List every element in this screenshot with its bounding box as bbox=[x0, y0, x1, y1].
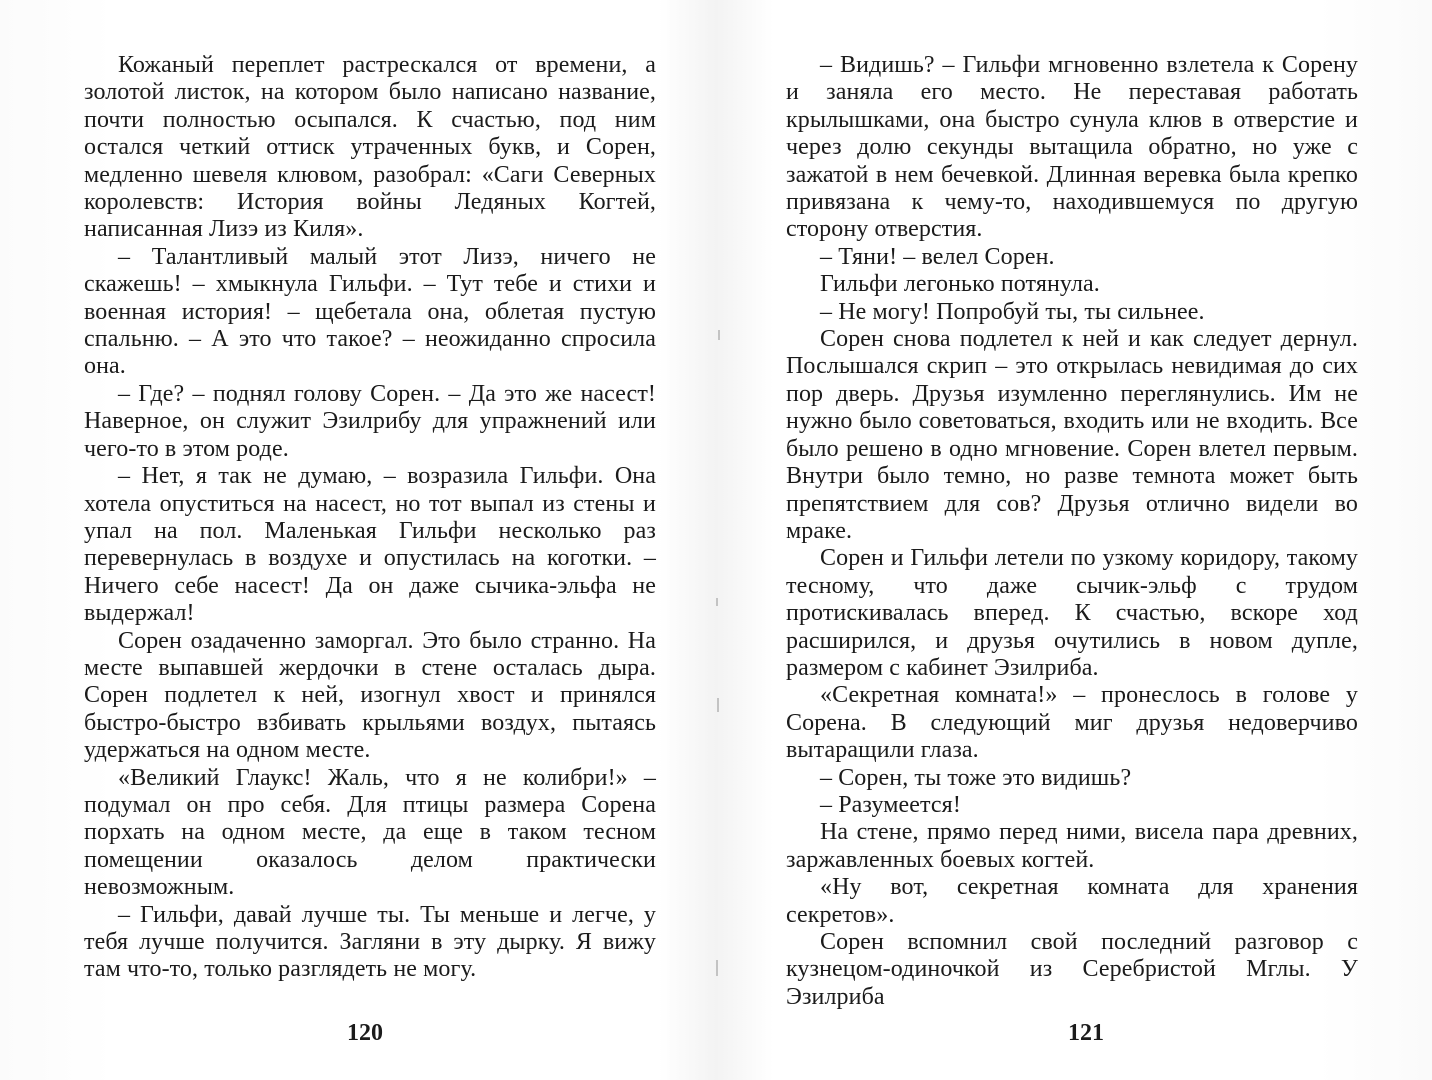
paragraph: – Тяни! – велел Сорен. bbox=[820, 243, 1055, 270]
right-page bbox=[786, 52, 1358, 1011]
paragraph: – Где? – поднял голову Сорен. – Да это же насест! Наверное, он служит Эзилрибу для упражнений или чего-то в этом роде. bbox=[84, 380, 656, 462]
paragraph: Гильфи легонько потянула. bbox=[820, 271, 1100, 298]
paragraph: Сорен и Гильфи летели по узкому коридору, такому тесному, что даже сычик-эльф с трудом протискивалась вперед. К счастью, вскоре ход расширился, и друзья очутились в новом дупле, размером с кабинет Эзилриба. bbox=[786, 545, 1358, 681]
paragraph: «Ну вот, секретная комната для хранения секретов». bbox=[786, 874, 1358, 928]
right-page-text bbox=[786, 52, 1358, 1011]
paragraph: Сорен вспомнил свой последний разговор с кузнецом-одиночкой из Серебристой Мглы. У Эзилриба bbox=[786, 929, 1358, 1010]
paragraph: – Разумеется! bbox=[820, 791, 961, 818]
paragraph: – Гильфи, давай лучше ты. Ты меньше и легче, у тебя лучше получится. Загляни в эту дырку. Я вижу там что-то, только разглядеть не могу. bbox=[84, 901, 656, 983]
gutter-speck bbox=[717, 698, 719, 712]
paragraph: – Нет, я так не думаю, – возразила Гильфи. Она хотела опуститься на насест, но тот выпал из стены и упал на пол. Маленькая Гильфи несколько раз перевернулась в воздухе и опустилась на коготки. – Ничего себе насест! Да он даже сычика-эльфа не выдержал! bbox=[84, 463, 656, 627]
paragraph: Кожаный переплет растрескался от времени, а золотой листок, на котором было написано название, почти полностью осыпался. К счастью, под ним остался четкий оттиск утраченных букв, и Сорен, медленно шевеля клювом, разобрал: «Саги Северных королевств: История войны Ледяных Когтей, написанная Лизэ из Киля». bbox=[84, 52, 656, 243]
paragraph: Сорен озадаченно заморгал. Это было странно. На месте выпавшей жердочки в стене осталась дыра. Сорен подлетел к ней, изогнул хвост и принялся быстро-быстро взбивать крыльями воздух, пытаясь удержаться на одном месте. bbox=[84, 627, 656, 764]
paragraph: – Видишь? – Гильфи мгновенно взлетела к Сорену и заняла его место. Не переставая работать крылышками, она быстро сунула клюв в отверстие и через долю секунды вытащила обратно, но уже с зажатой в нем бечевкой. Длинная веревка была крепко привязана к чему-то, находившемуся по другую сторону отверстия. bbox=[786, 52, 1358, 243]
paragraph: «Великий Глаукс! Жаль, что я не колибри!» – подумал он про себя. Для птицы размера Сорена порхать на одном месте, да еще в таком тесном помещении оказалось делом практически невозможным. bbox=[84, 764, 656, 901]
paragraph: – Талантливый малый этот Лизэ, ничего не скажешь! – хмыкнула Гильфи. – Тут тебе и стихи и военная история! – щебетала она, облетая пустую спальню. – А это что такое? – неожиданно спросила она. bbox=[84, 243, 656, 380]
page-number-left: 120 bbox=[347, 1020, 383, 1046]
paragraph: На стене, прямо перед ними, висела пара древних, заржавленных боевых когтей. bbox=[786, 819, 1358, 873]
paragraph: – Не могу! Попробуй ты, ты сильнее. bbox=[820, 298, 1205, 325]
paragraph: – Сорен, ты тоже это видишь? bbox=[820, 764, 1132, 791]
left-page bbox=[84, 52, 656, 984]
paragraph: Сорен снова подлетел к ней и как следует дернул. Послышался скрип – это открылась невидимая до сих пор дверь. Друзья изумленно переглянулись. Им не нужно было советоваться, входить или не входить. Все было решено в одно мгновение. Сорен влетел первым. Внутри было темно, но разве темнота может быть препятствием для сов? Друзья отлично видели во мраке. bbox=[786, 326, 1358, 544]
gutter-speck bbox=[716, 598, 718, 606]
gutter-speck bbox=[718, 330, 720, 340]
gutter-speck bbox=[716, 960, 718, 976]
paragraph: «Секретная комната!» – пронеслось в голове у Сорена. В следующий миг друзья недоверчиво вытаращили глаза. bbox=[786, 682, 1358, 764]
left-page-text bbox=[84, 52, 656, 984]
page-number-right: 121 bbox=[1068, 1020, 1104, 1046]
